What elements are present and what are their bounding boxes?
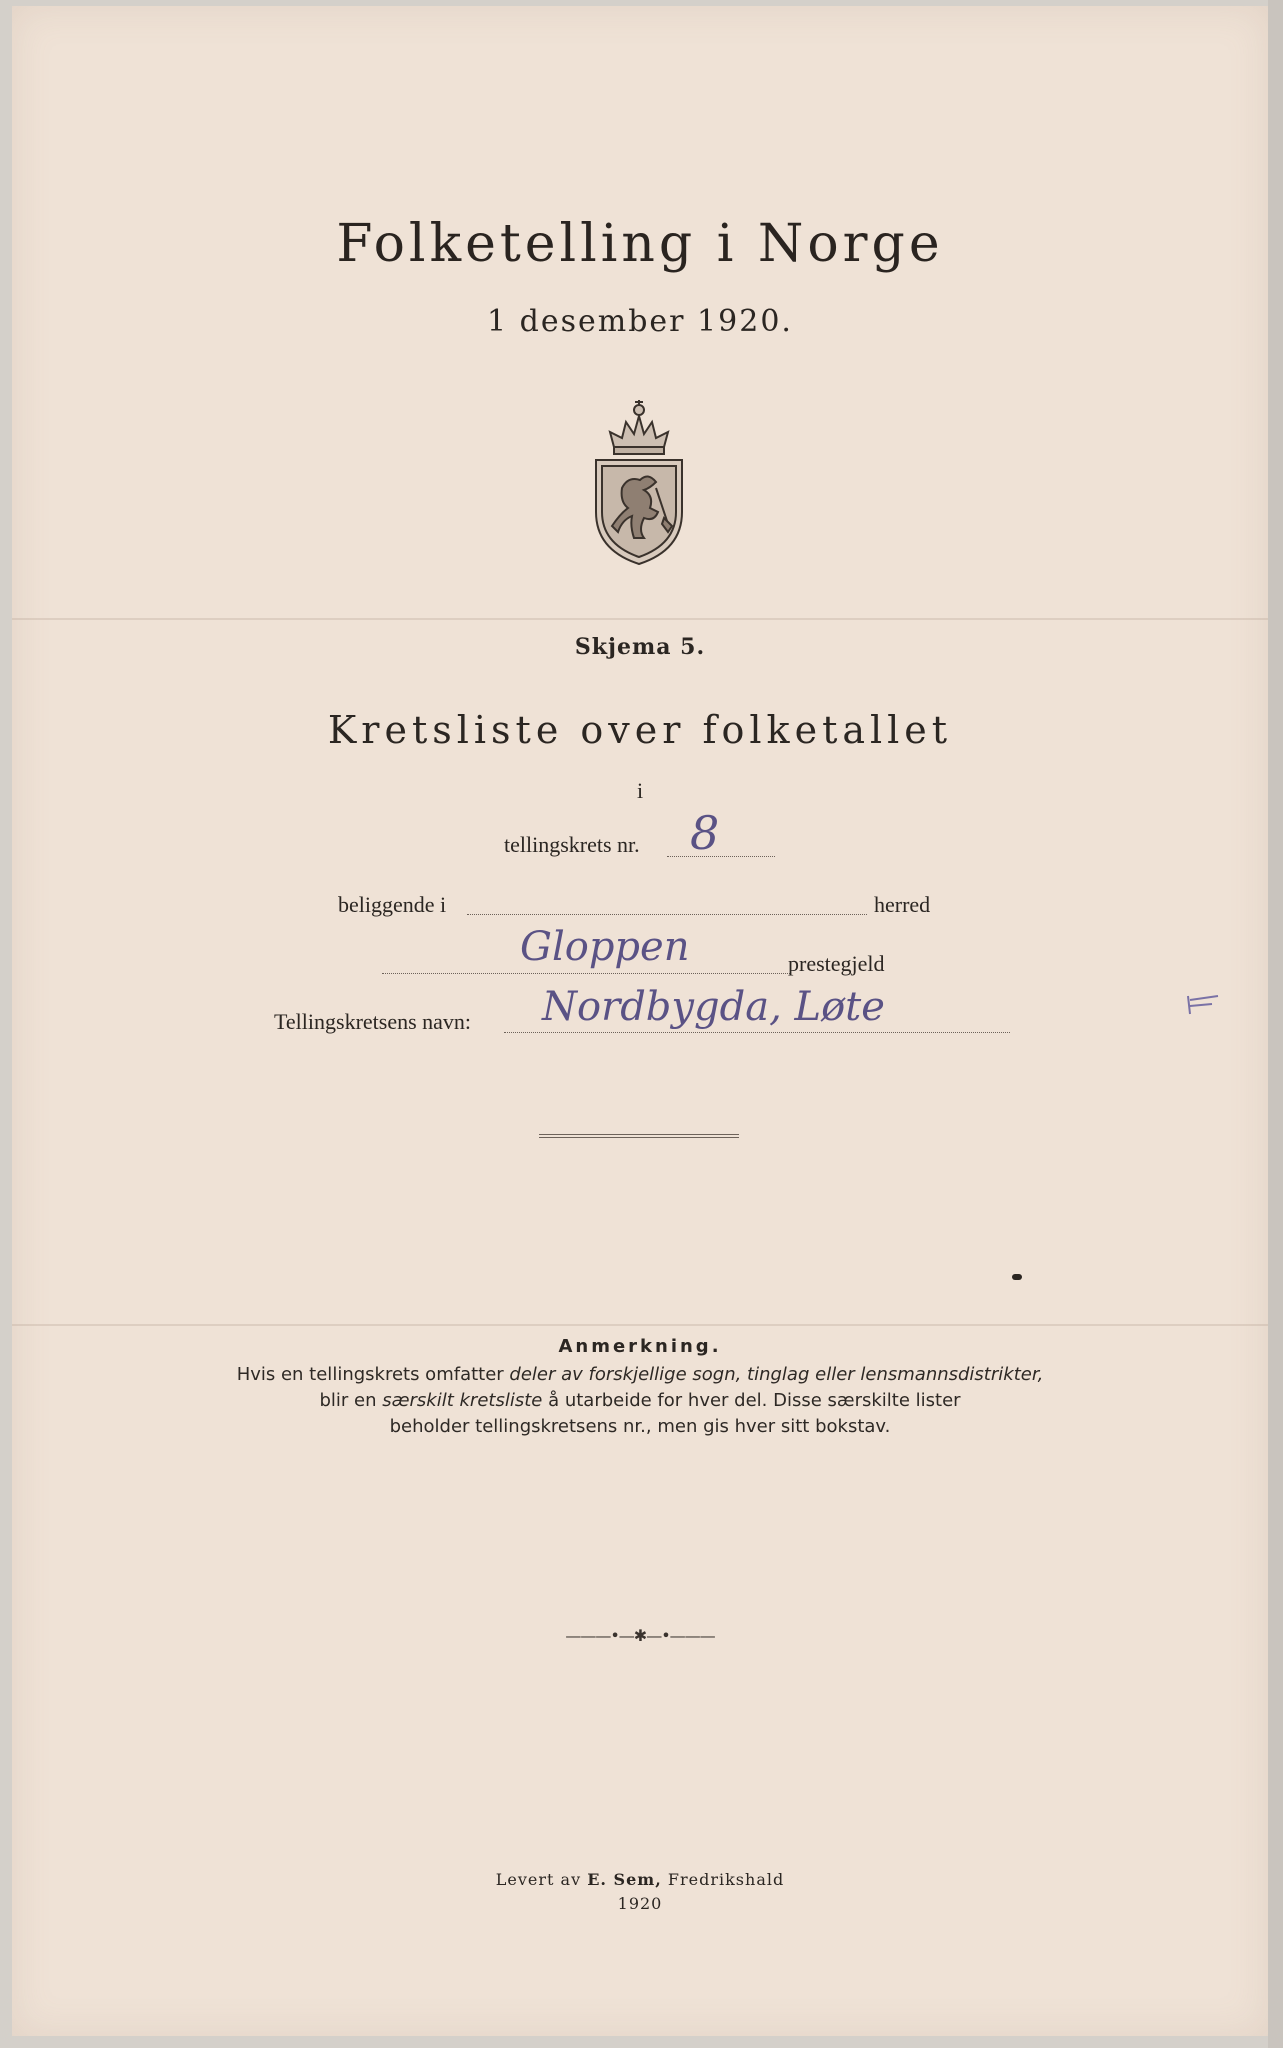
printer-city: Fredrikshald <box>661 1870 785 1889</box>
document-date: 1 desember 1920. <box>487 304 793 339</box>
district-name-value: Nordbygda, Løte <box>542 984 885 1030</box>
form-heading: Kretsliste over folketallet <box>327 708 953 752</box>
located-line <box>467 914 867 915</box>
document-title: Folketelling i Norge <box>336 214 944 274</box>
note-line-2 <box>12 1390 1268 1411</box>
ornament-divider: ———•—✱—•——— <box>565 1626 715 1645</box>
census-form-page <box>12 6 1268 2036</box>
note-line-2-italic: særskilt kretsliste <box>382 1390 543 1411</box>
parish-line <box>382 973 790 974</box>
fold-line <box>12 618 1268 620</box>
printer-year: 1920 <box>617 1894 663 1913</box>
ink-dot <box>1012 1274 1022 1280</box>
ink-mark <box>1184 992 1224 1016</box>
located-label: beliggende i <box>338 892 447 917</box>
parish-label: prestegjeld <box>788 951 885 976</box>
district-name-label: Tellingskretsens navn: <box>274 1009 472 1034</box>
coat-of-arms-icon <box>584 392 694 572</box>
parish-value: Gloppen <box>520 924 690 970</box>
note-line-3: beholder tellingskretsens nr., men gis hver sitt bokstav. <box>389 1416 891 1437</box>
separator-rule <box>539 1134 739 1138</box>
herred-label: herred <box>874 892 931 917</box>
district-number-value: 8 <box>690 806 720 860</box>
note-title: Anmerkning. <box>558 1336 722 1357</box>
district-name-line <box>504 1032 1010 1033</box>
note-line-2-rest: å utarbeide for hver del. Disse særskilte lister <box>542 1390 961 1411</box>
district-number-line <box>667 856 775 857</box>
note-line-1 <box>12 1364 1268 1385</box>
paper-edge <box>1268 0 1283 2048</box>
schema-number: Skjema 5. <box>574 634 706 660</box>
printer-name: E. Sem, <box>587 1870 662 1889</box>
district-number-label: tellingskrets nr. <box>504 832 640 857</box>
fold-line <box>12 1324 1268 1326</box>
preposition-i: i <box>636 778 644 803</box>
note-line-1-text: Hvis en tellingskrets omfatter <box>236 1364 510 1385</box>
printer-line <box>12 1870 1268 1889</box>
note-line-1-italic: deler av forskjellige sogn, tinglag eller lensmannsdistrikter, <box>509 1364 1044 1385</box>
printer-prefix: Levert av <box>495 1870 588 1889</box>
note-line-2-text: blir en <box>319 1390 383 1411</box>
